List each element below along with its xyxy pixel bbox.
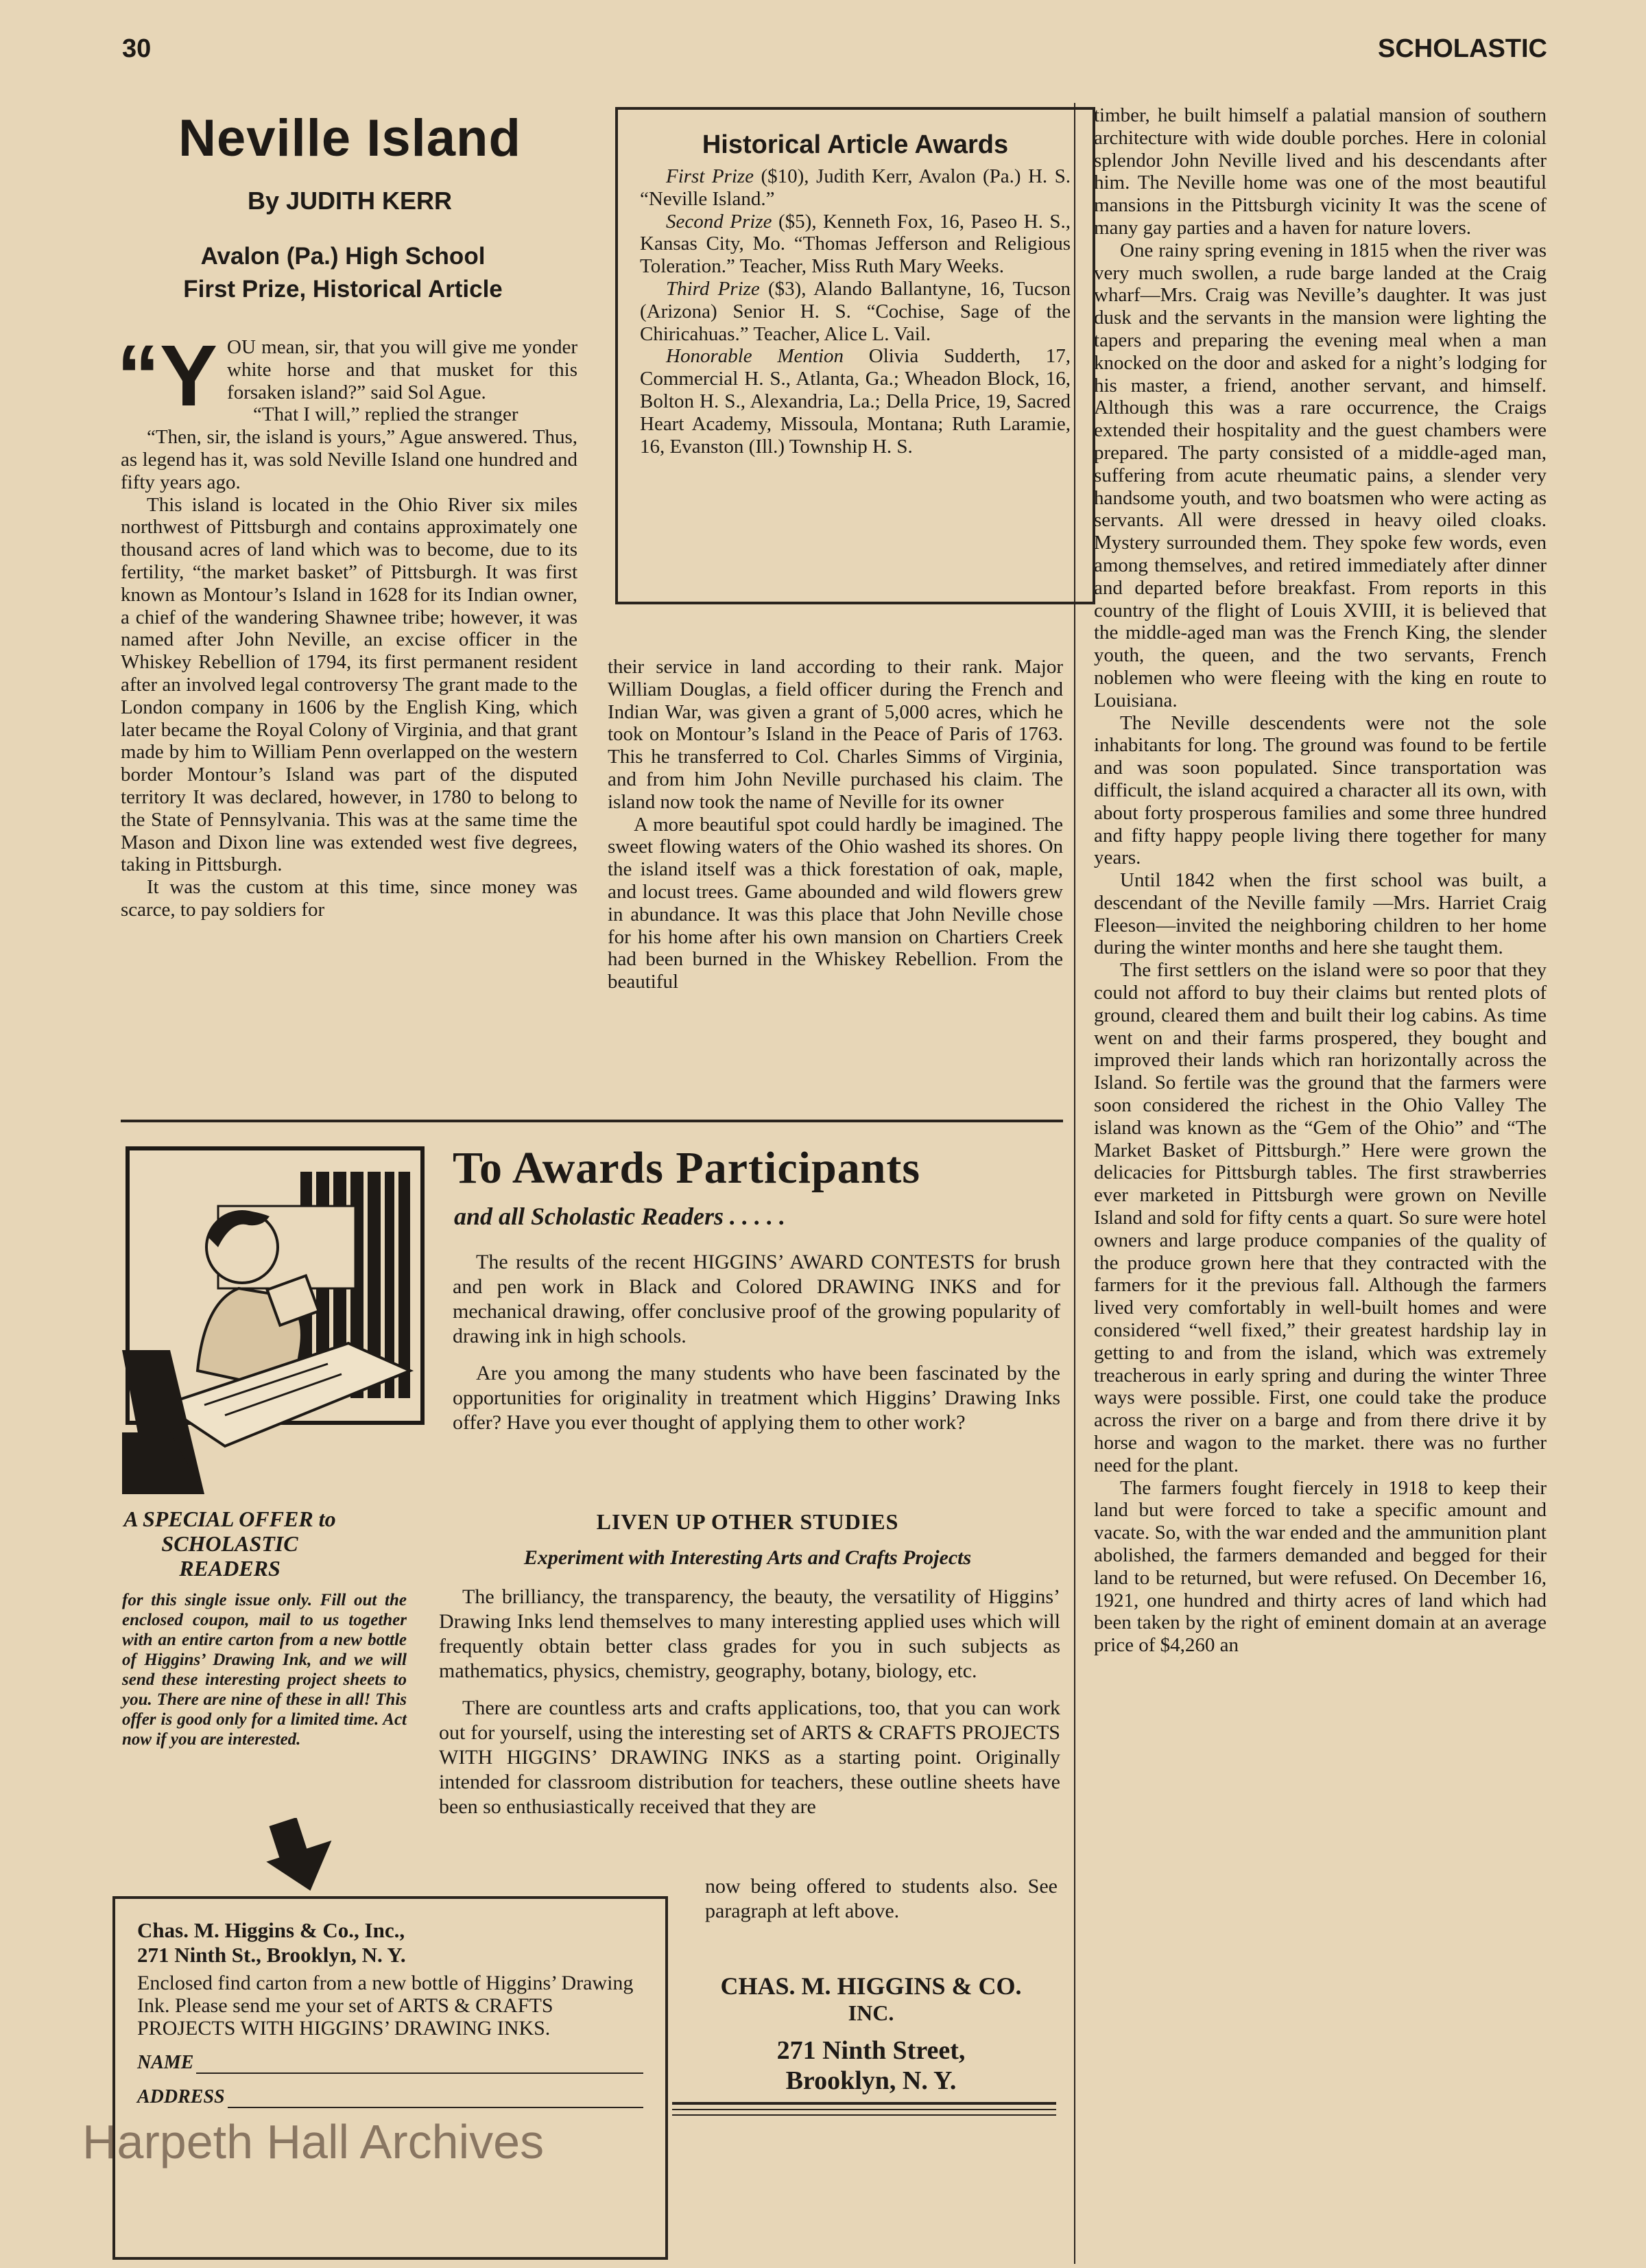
coupon-address-line: 271 Ninth St., Brooklyn, N. Y. — [137, 1943, 406, 1967]
section-divider — [121, 1120, 1063, 1122]
paragraph: It was the custom at this time, since money was scarce, to pay soldiers for — [121, 876, 577, 921]
paragraph: “That I will,” replied the stranger — [253, 403, 518, 426]
drop-cap: “Y — [117, 327, 218, 424]
coupon-body: Enclosed find carton from a new bottle of Higgins’ Drawing Ink. Please send me your set of ARTS & CRAFTS PROJECTS WITH HIGGINS’ DRAWING INKS. — [137, 1972, 634, 2040]
magazine-name: SCHOLASTIC — [1378, 34, 1547, 63]
school-name: Avalon (Pa.) High School — [200, 243, 486, 270]
special-offer-heading: A SPECIAL OFFER to SCHOLASTIC READERS — [123, 1507, 336, 1581]
article-column-3 — [1094, 104, 1547, 1657]
address-label: ADDRESS — [137, 2086, 225, 2107]
school-info — [151, 240, 535, 306]
company-street: 271 Ninth Street, — [776, 2036, 966, 2065]
paragraph: One rainy spring evening in 1815 when the river was very much swollen, a rude barge landed at the Craig wharf—Mrs. Craig was Neville’s daughter. It was just dusk and the servants in the mansion were lighting the tapers and preparing the evening meal when a man knocked on the door and asked for a night’s lodging for his master, a friend, another servant, and himself. Although this was a rare occurrence, the Craigs extended their hospitality and the guest chambers were prepared. The party consisted of a middle-aged man, suffering from acute rheumatic pains, a slender very handsome youth, and two boatsmen who were acting as servants. All were dressed in heavy oiled cloaks. Mystery surrounded them. They spoke few words, even among themselves, and retired immediately after dinner and departed before breakfast. From reports in this country of the flight of Louis XVIII, it is believed that the middle-aged man was the French King, the slender youth, the queen, and the two servants, French noblemen who were fleeing with the king en route to Louisiana. — [1094, 239, 1547, 711]
paragraph: A more beautiful spot could hardly be imagined. The sweet flowing waters of the Ohio washed its shores. On the island itself was a thick forestation of oak, maple, and locust trees. Game abounded and wild flowers grew in abundance. It was this place that John Neville chose for his home after his own mansion on Chartiers Creek had been burned in the Whiskey Rebellion. From the beautiful — [608, 813, 1063, 993]
byline: By JUDITH KERR — [247, 187, 453, 215]
ad-paragraph: Are you among the many students who have been fascinated by the opportunities for originality in treatment which Higgins’ Drawing Inks offer? Have you ever thought of applying them to other work? — [453, 1362, 1060, 1434]
name-field[interactable] — [137, 2052, 643, 2074]
special-offer-text: for this single issue only. Fill out the enclosed coupon, mail to us together with an entire carton from a new bottle of Higgins’ Drawing Ink, and we will send these interesting project sheets to you. There are nine of these in all! This offer is good only for a limited time. Act now if you are interested. — [122, 1591, 407, 1749]
article-column-2 — [608, 656, 1063, 993]
ad-paragraph: There are countless arts and crafts applications, too, that you can work out for yourself, using the interesting set of ARTS & CRAFTS PROJECTS WITH HIGGINS’ DRAWING INKS as a starting point. Originally intended for classroom distribution for teachers, these outline sheets have been so enthusiastically received that they are — [439, 1697, 1060, 1818]
name-label: NAME — [137, 2052, 194, 2073]
ad-body — [453, 1250, 1060, 1435]
ad-headline: To Awards Participants — [453, 1143, 921, 1193]
ad-paragraph: The results of the recent HIGGINS’ AWARD CONTESTS for brush and pen work in Black and Colored DRAWING INKS and for mechanical drawing, offer conclusive proof of the growing popularity of drawing ink in high schools. — [453, 1251, 1060, 1347]
address-rule — [672, 2109, 1056, 2110]
awards-title: Historical Article Awards — [702, 130, 1009, 159]
address-line[interactable] — [228, 2090, 643, 2108]
ad-subhead: and all Scholastic Readers . . . . . — [454, 1203, 786, 1230]
article-column-1 — [117, 327, 577, 921]
paragraph: Until 1842 when the first school was built, a descendant of the Neville family —Mrs. Harriet Craig Fleeson—invited the neighboring children to her home during the winter months and here she taught them. — [1094, 869, 1547, 959]
ad-body-2 — [439, 1585, 1060, 1819]
paragraph: The Neville descendents were not the sole inhabitants for long. The ground was found to be fertile and was soon populated. Since transportation was difficult, the island acquired a character all its own, with about forty prosperous families and some three hundred and fifty happy people living there together for many years. — [1094, 711, 1547, 869]
awards-list — [640, 165, 1071, 458]
ad-paragraph: The brilliancy, the transparency, the beauty, the versatility of Higgins’ Drawing Inks lend themselves to many interesting applied uses which will frequently obtain better class grades for you in such subjects as mathematics, physics, chemistry, geography, botany, biology, etc. — [439, 1585, 1060, 1682]
coupon-address-line: Chas. M. Higgins & Co., Inc., — [137, 1918, 405, 1942]
awards-box — [615, 107, 1095, 604]
student-drawing-illustration — [122, 1144, 438, 1496]
archive-watermark: Harpeth Hall Archives — [82, 2115, 545, 2169]
company-name: CHAS. M. HIGGINS & CO. — [720, 1972, 1022, 2000]
prize-line: First Prize, Historical Article — [183, 276, 503, 303]
order-coupon[interactable] — [112, 1896, 668, 2260]
name-line[interactable] — [196, 2056, 643, 2074]
paragraph: timber, he built himself a palatial mansion of southern architecture with wide double porches. Here in colonial splendor John Neville lived and his descendants after him. The Neville home was one of the most beautiful mansions in the Pittsburgh vicinity It was the scene of many gay parties and a haven for nature lovers. — [1094, 104, 1547, 239]
company-city: Brooklyn, N. Y. — [785, 2066, 957, 2095]
address-rule — [672, 2114, 1056, 2116]
paragraph: The farmers fought fiercely in 1918 to keep their land but were forced to take a specific amount and vacate. So, with the war ended and the ammunition plant abolished, the farmers demanded and begged for their land to be returned, but were refused. On December 16, 1921, one hundred and thirty acres of land which had been taken by the right of eminent domain at an average price of $4,260 an — [1094, 1476, 1547, 1657]
ad-section-subtitle: Experiment with Interesting Arts and Crafts Projects — [523, 1546, 972, 1569]
paragraph: “Y OU mean, sir, that you will give me yonder white horse and that musket for this forsaken island?” said Sol Ague. — [117, 327, 577, 424]
down-arrow-icon — [266, 1818, 342, 1893]
award-entry: Third Prize ($3), Alando Ballantyne, 16, Tucson (Arizona) Senior H. S. “Cochise, Sage of the Chiricahuas.” Teacher, Alice L. Vail. — [640, 277, 1071, 345]
address-rule — [672, 2102, 1056, 2105]
paragraph: “Then, sir, the island is yours,” Ague answered. Thus, as legend has it, was sold Neville Island one hundred and fifty years ago. — [121, 426, 577, 493]
paragraph: their service in land according to their rank. Major William Douglas, a field officer during the French and Indian War, was given a grant of 5,000 acres, which he took on Montour’s Island in the Peace of Paris of 1763. This he transferred to Col. Charles Simms of Virginia, and from him John Neville purchased his claim. The island now took the name of Neville for its owner — [608, 656, 1063, 813]
column-rule — [1074, 103, 1075, 2264]
company-inc: INC. — [848, 2000, 894, 2025]
company-address — [679, 1972, 1063, 2096]
award-entry: Honorable Mention Olivia Sudderth, 17, Commercial H. S., Atlanta, Ga.; Wheadon Block, 16, Bolton H. S., Alexandria, La.; Della Price, 19, Sacred Heart Academy, Missoula, Montana; Ruth Laramie, 16, Evanston (Ill.) Township H. S. — [640, 345, 1071, 458]
address-field[interactable] — [137, 2086, 643, 2108]
article-title: Neville Island — [178, 109, 521, 167]
ad-paragraph-end: now being offered to students also. See paragraph at left above. — [705, 1875, 1058, 1922]
paragraph: The first settlers on the island were so poor that they could not afford to buy their claims but rented plots of ground, cleared them and built their log cabins. As time went on and their farms prospered, they bought and improved their lands which ran horizontally across the Island. So fertile was the ground that the farmers were soon considered the richest in the Ohio Valley The island was known as the “Gem of the Ohio” and “The Market Basket of Pittsburgh.” Here were grown the delicacies for Pittsburgh tables. The first strawberries ever marketed in Pittsburgh were grown on Neville Island and sold for fifty cents a quart. So sure were hotel owners and large produce companies of the quality of the produce grown here that they contracted with the farmers for it the previous fall. Although the farmers lived very comfortably in well-built homes and were considered “well fixed,” their greatest hardship lay in getting to and from the island, which was extremely treacherous in early spring and during the winter Three ways were possible. First, one could take the produce across the river on a barge and from there drive it by horse and wagon to the market. there was no further need for the plant. — [1094, 959, 1547, 1476]
award-entry: First Prize ($10), Judith Kerr, Avalon (Pa.) H. S. “Neville Island.” — [640, 165, 1071, 210]
award-entry: Second Prize ($5), Kenneth Fox, 16, Paseo H. S., Kansas City, Mo. “Thomas Jefferson and Religious Toleration.” Teacher, Miss Ruth Mary Weeks. — [640, 210, 1071, 278]
paragraph: This island is located in the Ohio River six miles northwest of Pittsburgh and contains approximately one thousand acres of land which was to become, due to its fertility, “the market basket” of Pittsburgh. It was first known as Montour’s Island in 1628 for its Indian owner, a chief of the wandering Shawnee tribe; however, it was named after John Neville, an excise officer in the Whiskey Rebellion of 1794, its first permanent resident after an involved legal controversy The grant made to the London company in 1606 by the English King, which later became the Royal Colony of Virginia, and that grant made by him to William Penn overlapped on the western border Montour’s Island was part of the disputed territory It was declared, however, in 1780 to belong to the State of Pennsylvania. This was at the same time the Mason and Dixon line was extended west five degrees, taking in Pittsburgh. — [121, 493, 577, 876]
ad-section-title: LIVEN UP OTHER STUDIES — [596, 1509, 899, 1534]
page-number: 30 — [122, 34, 152, 63]
